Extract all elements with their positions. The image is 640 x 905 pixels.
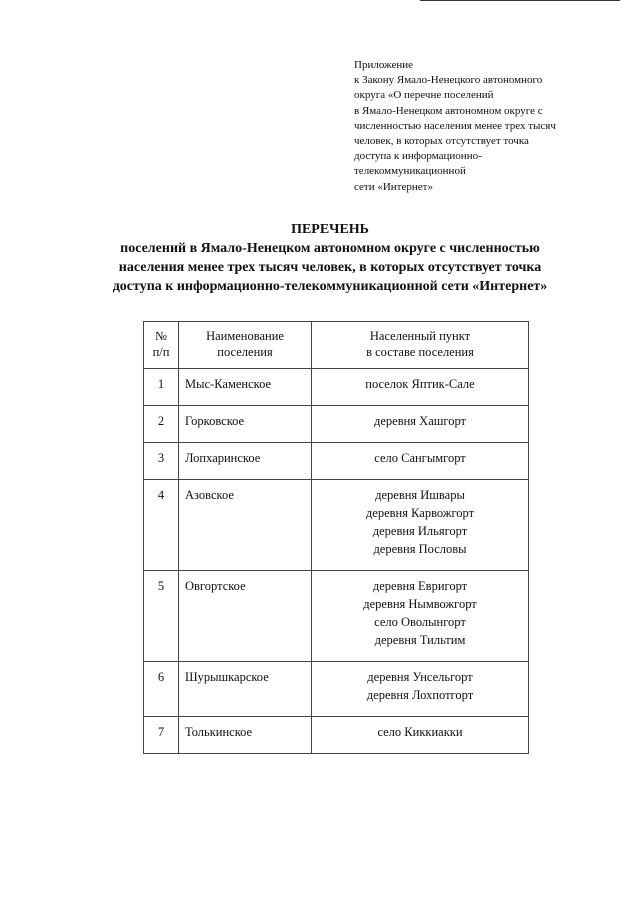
locality-name: деревня Тильтим	[374, 633, 466, 647]
table-row	[144, 717, 529, 754]
row-number: 5	[144, 571, 179, 662]
locality-name: село Оволынгорт	[374, 615, 466, 629]
settlement-name: Толькинское	[179, 717, 312, 754]
settlement-name: Азовское	[179, 480, 312, 571]
header-localities	[312, 322, 529, 369]
title-line: поселений в Ямало-Ненецком автономном округе с численностью	[120, 241, 540, 256]
localities-cell	[312, 717, 529, 754]
appendix-line: человек, в которых отсутствует точка	[354, 135, 529, 148]
locality-name: деревня Карвожгорт	[365, 506, 475, 520]
row-number: 2	[144, 406, 179, 443]
settlement-name: Овгортское	[179, 571, 312, 662]
locality-name: поселок Яптик-Сале	[365, 377, 475, 391]
header-settlement-name	[179, 322, 312, 369]
appendix-line: в Ямало-Ненецком автономном округе с	[354, 104, 543, 117]
appendix-line: сети «Интернет»	[354, 180, 433, 193]
settlement-name: Лопхаринское	[179, 443, 312, 480]
locality-name: деревня Лохпотгорт	[366, 688, 474, 702]
table-row	[144, 571, 529, 662]
localities-cell	[312, 443, 529, 480]
top-edge-rule	[420, 0, 620, 1]
settlement-name: Горковское	[179, 406, 312, 443]
header-name-line1: Наименование	[206, 329, 284, 343]
appendix-line: Приложение	[354, 59, 414, 71]
locality-name: деревня Ишвары	[375, 488, 465, 502]
header-place-line1: Населенный пункт	[369, 329, 471, 343]
title-line: доступа к информационно-телекоммуникационной сети «Интернет»	[112, 279, 548, 294]
appendix-line: доступа к информационно-	[354, 150, 482, 163]
settlements-table-container	[143, 321, 529, 754]
row-number: 7	[144, 717, 179, 754]
locality-name: село Киккиакки	[377, 725, 463, 739]
locality-name: деревня Хашгорт	[374, 414, 466, 428]
row-number: 3	[144, 443, 179, 480]
appendix-line: телекоммуникационной	[354, 165, 466, 178]
appendix-note	[354, 58, 614, 195]
localities-cell	[312, 406, 529, 443]
table-row	[144, 480, 529, 571]
document-title	[100, 220, 560, 296]
row-number: 1	[144, 369, 179, 406]
appendix-line: округа «О перечне поселений	[354, 89, 494, 102]
table-row	[144, 443, 529, 480]
settlements-table	[143, 321, 529, 754]
locality-name: село Сангымгорт	[374, 451, 466, 465]
header-number	[144, 322, 179, 369]
localities-cell	[312, 480, 529, 571]
header-number-line2: п/п	[152, 345, 170, 359]
title-line: населения менее трех тысяч человек, в которых отсутствует точка	[118, 260, 542, 275]
locality-name: деревня Евригорт	[372, 579, 468, 593]
table-row	[144, 406, 529, 443]
table-row	[144, 662, 529, 717]
appendix-line: численностью населения менее трех тысяч	[354, 119, 556, 132]
table-body	[144, 369, 529, 754]
row-number: 6	[144, 662, 179, 717]
locality-name: деревня Нымвожгорт	[363, 597, 477, 611]
localities-cell	[312, 571, 529, 662]
table-row	[144, 369, 529, 406]
header-place-line2: в составе поселения	[366, 345, 474, 359]
row-number: 4	[144, 480, 179, 571]
locality-name: деревня Унсельгорт	[367, 670, 473, 684]
header-number-line1: №	[155, 329, 167, 343]
localities-cell	[312, 662, 529, 717]
locality-name: деревня Пословы	[373, 542, 467, 556]
settlement-name: Шурышкарское	[179, 662, 312, 717]
title-heading: ПЕРЕЧЕНЬ	[291, 222, 369, 237]
appendix-line: к Закону Ямало-Ненецкого автономного	[354, 74, 543, 87]
localities-cell	[312, 369, 529, 406]
settlement-name: Мыс-Каменское	[179, 369, 312, 406]
locality-name: деревня Ильягорт	[372, 524, 468, 538]
table-header-row	[144, 322, 529, 369]
header-name-line2: поселения	[217, 345, 273, 359]
